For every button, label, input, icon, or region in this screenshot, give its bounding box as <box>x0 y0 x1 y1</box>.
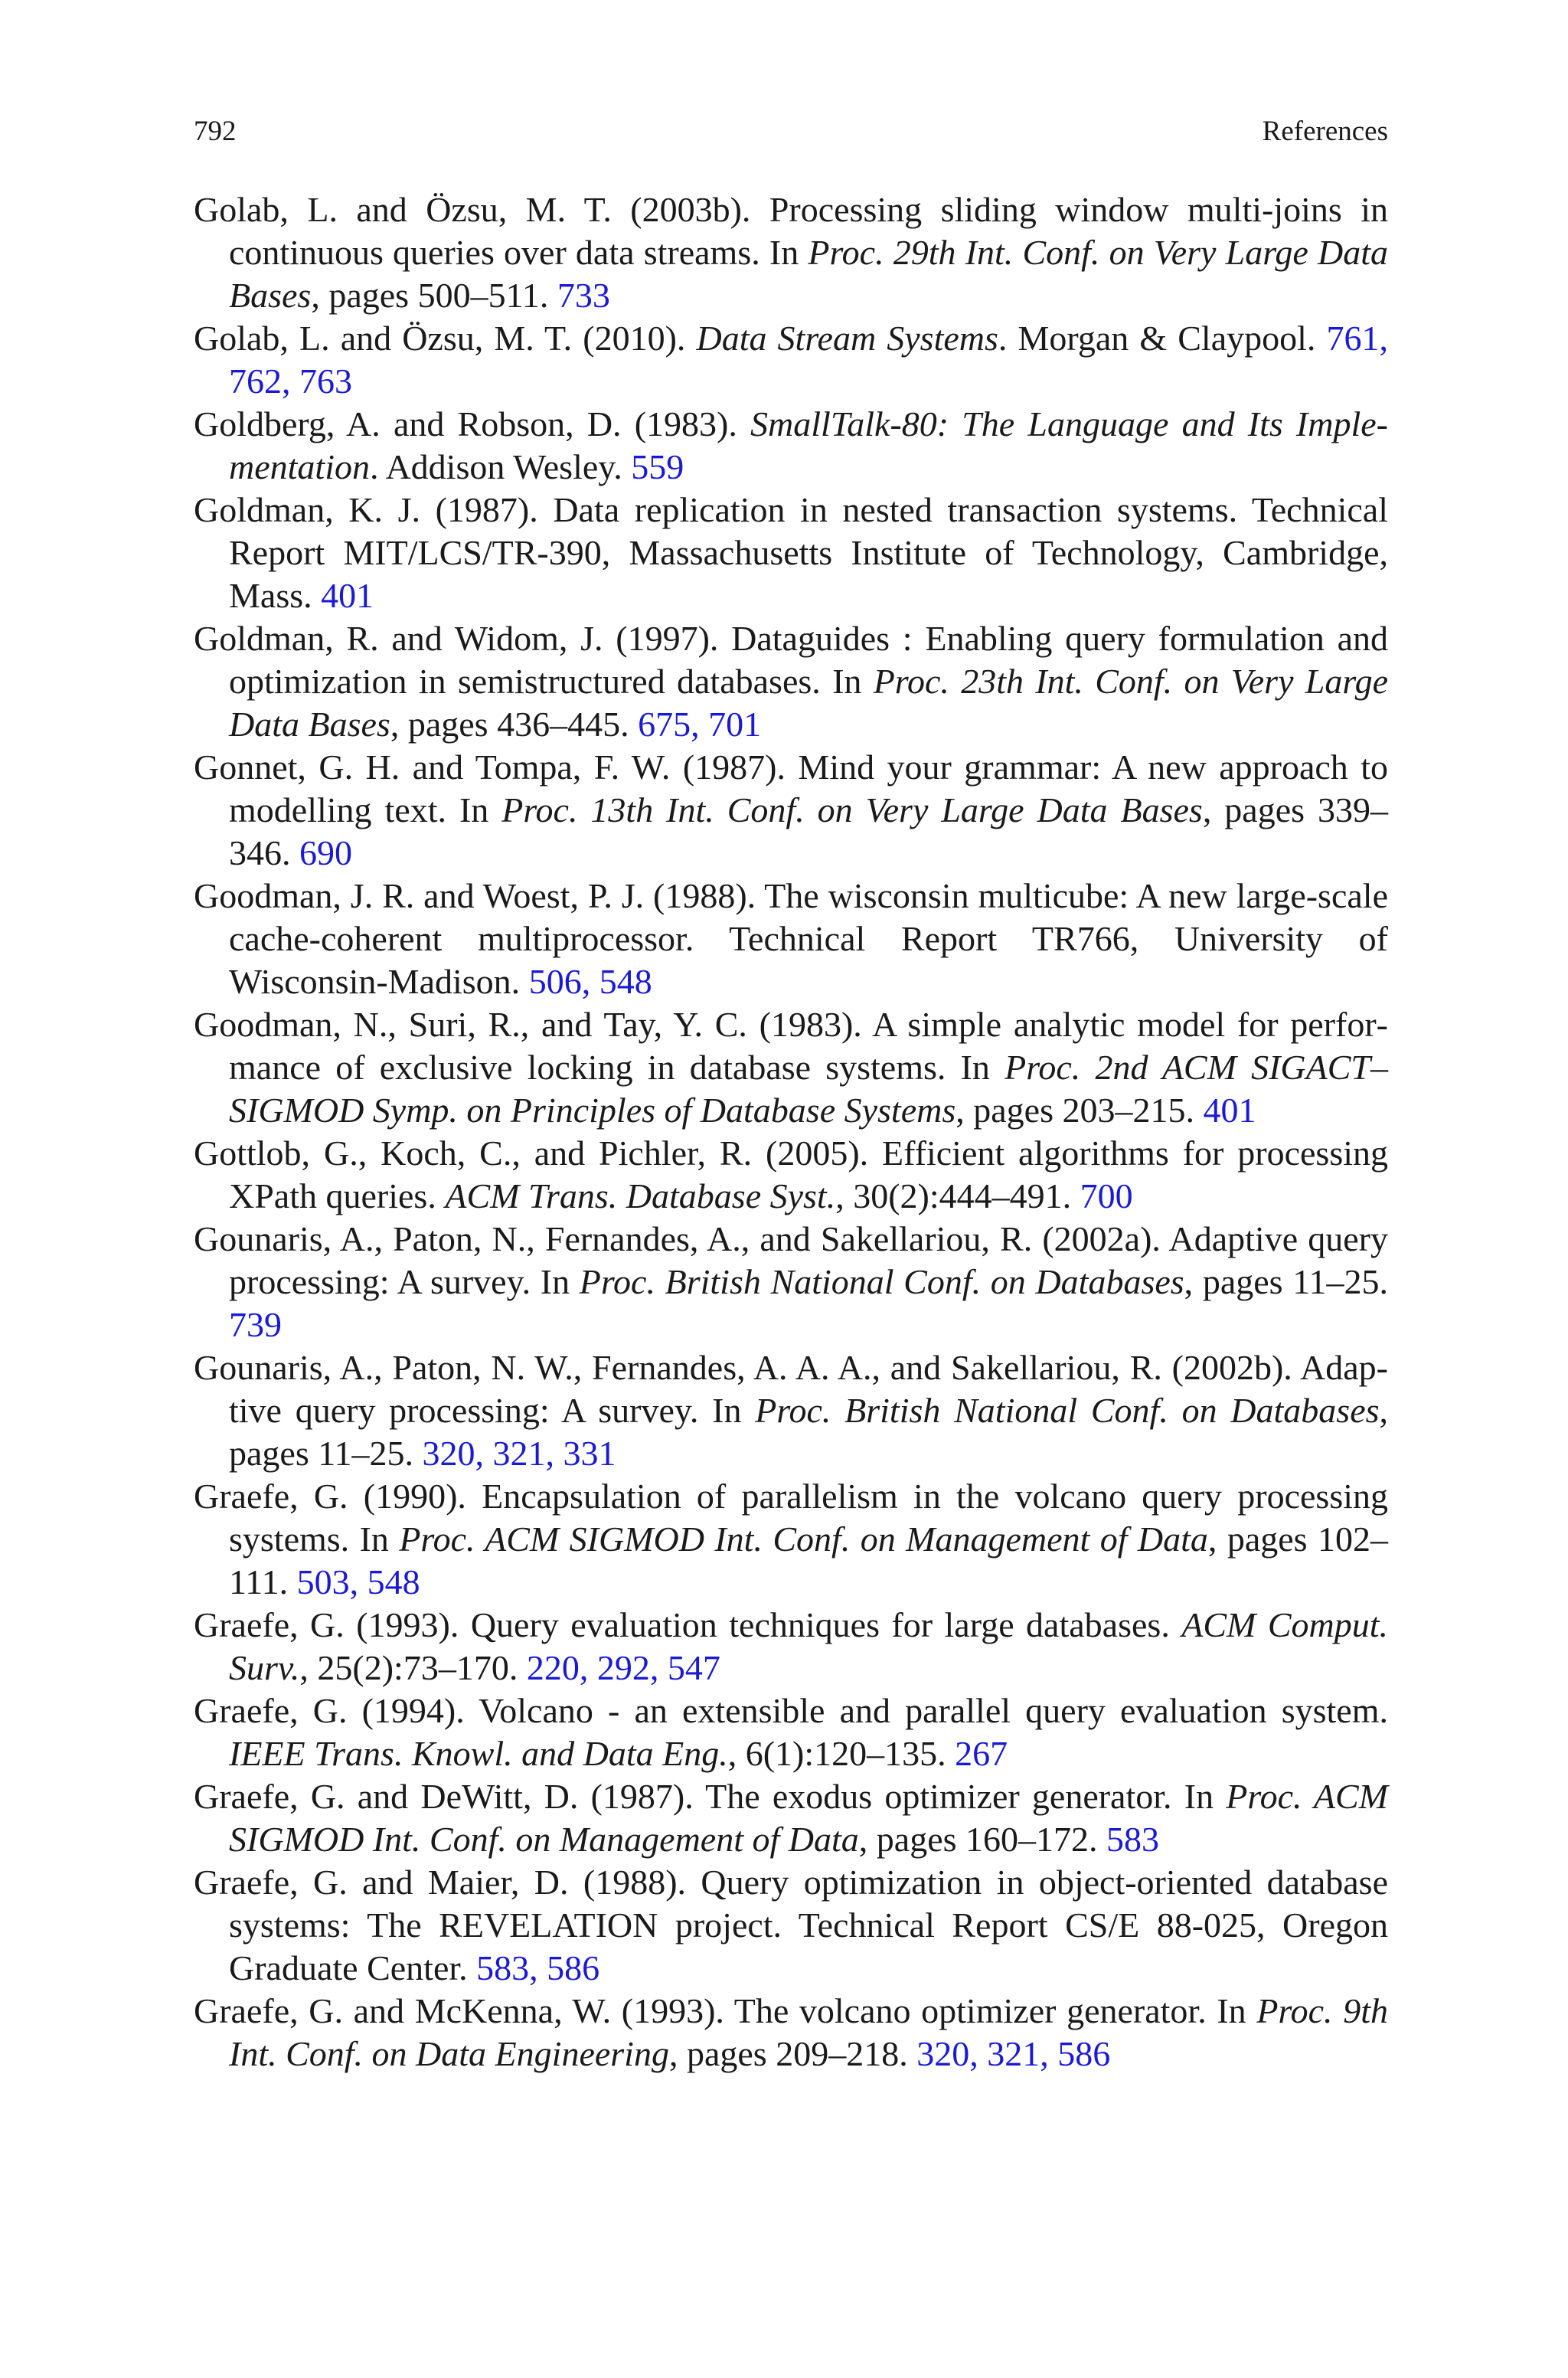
reference-entry <box>194 1861 1388 1990</box>
reference-entry <box>194 1604 1388 1689</box>
reference-page-links[interactable]: 583, 586 <box>476 1948 600 1987</box>
reference-details: , pages 102–111. <box>229 1519 1388 1601</box>
reference-page-links[interactable]: 583 <box>1106 1820 1160 1859</box>
running-head <box>194 115 1388 149</box>
section-title: References <box>1262 116 1388 147</box>
reference-source-title: Proc. 2nd ACM SIGACT–SIGMOD Symp. on Principles of Database Systems <box>229 1048 1389 1130</box>
reference-entry <box>194 1990 1388 2075</box>
reference-entry <box>194 188 1388 317</box>
reference-details: , pages 339–346. <box>229 790 1388 872</box>
reference-entry <box>194 1003 1388 1132</box>
reference-entry <box>194 489 1388 617</box>
reference-page-links[interactable]: 690 <box>299 833 352 872</box>
reference-text: Graefe, G. and Maier, D. (1988). Query optimization in object-oriented database systems: The REVELATION project. Technical Report CS/E 88-025, Oregon Graduate Center. <box>194 1863 1388 1987</box>
reference-page-links[interactable]: 320, 321, 331 <box>422 1434 616 1473</box>
reference-source-title: Proc. ACM SIGMOD Int. Conf. on Management of Data <box>229 1777 1388 1859</box>
reference-entry <box>194 1346 1388 1475</box>
reference-page-links[interactable]: 401 <box>321 576 374 615</box>
reference-text: Graefe, G. (1994). Volcano - an extensible and parallel query evaluation system. <box>194 1691 1388 1730</box>
reference-source-title: ACM Comput. Surv. <box>229 1605 1388 1687</box>
reference-source-title: Proc. 29th Int. Conf. on Very Large Data Bases <box>229 233 1388 315</box>
reference-page-links[interactable]: 761, 762, 763 <box>229 319 1388 401</box>
reference-text: Gounaris, A., Paton, N., Fernandes, A., and Sakellariou, R. (2002a). Adaptive query processing: A survey. In <box>194 1219 1388 1301</box>
reference-source-title: SmallTalk-80: The Language and Its Implementation <box>229 404 1388 486</box>
reference-entry <box>194 875 1388 1003</box>
reference-text: Graefe, G. and McKenna, W. (1993). The volcano optimizer generator. In <box>194 1991 1257 2030</box>
reference-source-title: Proc. 9th Int. Conf. on Data Engineering <box>229 1991 1388 2073</box>
reference-page-links[interactable]: 503, 548 <box>296 1562 420 1601</box>
reference-text: Goldberg, A. and Robson, D. (1983). <box>194 404 751 443</box>
reference-page-links[interactable]: 733 <box>557 276 610 315</box>
reference-text: Goldman, K. J. (1987). Data replication in nested transaction systems. Technical Report MIT/LCS/TR-390, Massachusetts Institute of Technology, Cambridge, Mass. <box>194 490 1388 615</box>
reference-entry <box>194 1775 1388 1861</box>
reference-details: , pages 160–172. <box>858 1820 1107 1859</box>
reference-entry <box>194 617 1388 746</box>
reference-page-links[interactable]: 267 <box>955 1734 1008 1773</box>
reference-text: Goodman, J. R. and Woest, P. J. (1988). The wisconsin multicube: A new large-scale cache-coherent multiprocessor. Technical Report TR766, University of Wisconsin-Madison. <box>194 876 1388 1001</box>
reference-entry <box>194 1475 1388 1604</box>
reference-details: , pages 500–511. <box>311 276 557 315</box>
reference-source-title: IEEE Trans. Knowl. and Data Eng. <box>229 1734 728 1773</box>
reference-page-links[interactable]: 739 <box>229 1305 282 1344</box>
reference-page-links[interactable]: 320, 321, 586 <box>916 2034 1111 2073</box>
reference-details: , pages 436–445. <box>390 705 639 744</box>
reference-page-links[interactable]: 401 <box>1203 1091 1256 1130</box>
reference-source-title: Proc. 23th Int. Conf. on Very Large Data Bases <box>229 662 1388 744</box>
reference-entry <box>194 1689 1388 1775</box>
reference-text: Graefe, G. (1993). Query evaluation techniques for large databases. <box>194 1605 1182 1644</box>
reference-text: Gounaris, A., Paton, N. W., Fernandes, A. A. A., and Sakellariou, R. (2002b). Adaptive query processing: A survey. In <box>194 1348 1388 1430</box>
reference-details: . Addison Wesley. <box>369 447 632 486</box>
reference-text: Goldman, R. and Widom, J. (1997). Dataguides : Enabling query formulation and optimization in semistructured databases. In <box>194 619 1388 701</box>
reference-source-title: Data Stream Systems <box>696 319 998 358</box>
reference-source-title: ACM Trans. Database Syst. <box>445 1176 836 1215</box>
page-number: 792 <box>194 116 237 147</box>
reference-page-links[interactable]: 675, 701 <box>638 705 762 744</box>
reference-text: Gonnet, G. H. and Tompa, F. W. (1987). Mind your grammar: A new approach to modelling text. In <box>194 747 1388 829</box>
reference-details: , 6(1):120–135. <box>727 1734 956 1773</box>
reference-details: , pages 11–25. <box>1184 1262 1389 1301</box>
reference-details: , pages 11–25. <box>229 1391 1389 1473</box>
reference-source-title: Proc. 13th Int. Conf. on Very Large Data Bases <box>501 790 1203 829</box>
reference-page-links[interactable]: 559 <box>631 447 684 486</box>
reference-source-title: Proc. British National Conf. on Databases <box>755 1391 1380 1430</box>
reference-text: Graefe, G. and DeWitt, D. (1987). The exodus optimizer generator. In <box>194 1777 1227 1816</box>
page <box>194 115 1388 2075</box>
reference-text: Golab, L. and Özsu, M. T. (2003b). Processing sliding window multi-joins in continuous queries over data streams. In <box>194 190 1388 272</box>
reference-text: Golab, L. and Özsu, M. T. (2010). <box>194 319 697 358</box>
reference-details: , pages 209–218. <box>668 2034 917 2073</box>
reference-details: , 25(2):73–170. <box>299 1648 527 1687</box>
reference-source-title: Proc. British National Conf. on Databases <box>579 1262 1184 1301</box>
reference-entry <box>194 1218 1388 1346</box>
reference-text: Gottlob, G., Koch, C., and Pichler, R. (2005). Efficient algorithms for processing XPath queries. <box>194 1133 1388 1215</box>
reference-entry <box>194 1132 1388 1218</box>
reference-page-links[interactable]: 220, 292, 547 <box>526 1648 720 1687</box>
reference-details: . Morgan & Claypool. <box>998 319 1327 358</box>
reference-page-links[interactable]: 700 <box>1080 1176 1133 1215</box>
reference-details: , pages 203–215. <box>956 1091 1204 1130</box>
reference-list <box>194 188 1388 2075</box>
reference-text: Graefe, G. (1990). Encapsulation of parallelism in the volcano query processing systems. In <box>194 1477 1388 1559</box>
reference-page-links[interactable]: 506, 548 <box>528 962 652 1001</box>
reference-source-title: Proc. ACM SIGMOD Int. Conf. on Management of Data <box>399 1519 1208 1559</box>
reference-entry <box>194 403 1388 489</box>
reference-details: , 30(2):444–491. <box>835 1176 1080 1215</box>
reference-text: Goodman, N., Suri, R., and Tay, Y. C. (1983). A simple analytic model for performance of exclusive locking in database systems. In <box>194 1005 1388 1087</box>
reference-entry <box>194 746 1388 875</box>
reference-entry <box>194 317 1388 403</box>
